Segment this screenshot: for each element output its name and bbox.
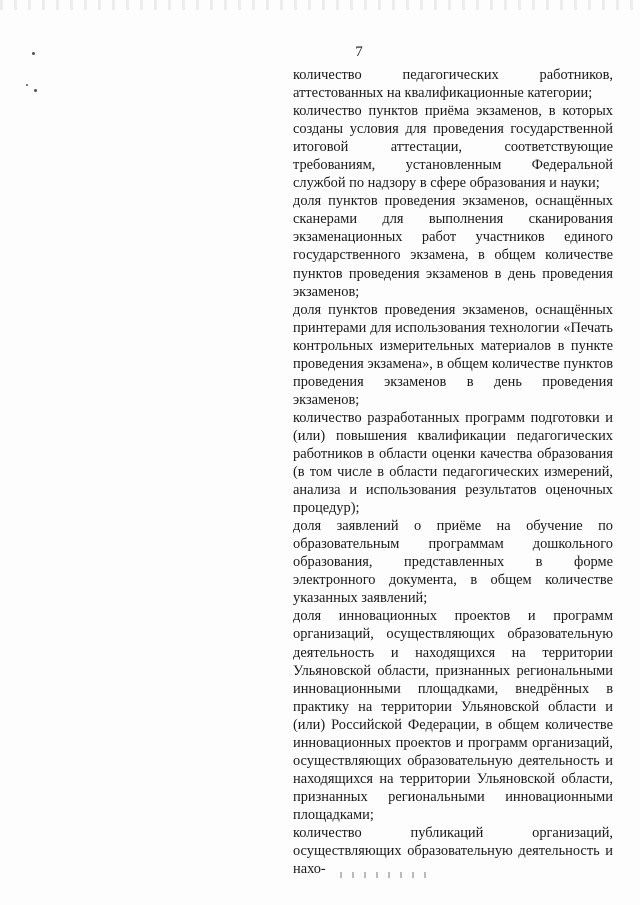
paragraph: количество публикаций организаций, осуществляющих образовательную деятельность и нахо- [293,824,613,878]
paragraph: количество педагогических работников, аттестованных на квалификационные категории; [293,67,613,102]
speck [34,89,37,92]
scan-edge-noise [0,0,640,10]
paragraph: доля заявлений о приёме на обучение по образовательным программам дошкольного образования, представленных в форме электронного документа, в общем количестве указанных заявлений; [293,518,613,607]
page-number: 7 [355,44,363,60]
speck [26,84,28,86]
scan-bottom-noise [340,872,430,878]
paragraph: доля пунктов проведения экзаменов, оснащённых сканерами для выполнения сканирования экзаменационных работ участников единого государственного экзамена, в общем количестве пунктов проведения экзаменов в день проведения экзаменов; [293,193,613,300]
document-body [293,66,613,878]
paragraph: количество разработанных программ подготовки и (или) повышения квалификации педагогических работников в области оценки качества образования (в том числе в области педагогических измерений, анализа и использования результатов оценочных процедур); [293,409,613,517]
paragraph: количество пунктов приёма экзаменов, в которых созданы условия для проведения государственной итоговой аттестации, соответствующие требованиям, установленным Федеральной службой по надзору в сфере образования и науки; [293,103,613,192]
paragraph: доля инновационных проектов и программ организаций, осуществляющих образовательную деятельность и находящихся на территории Ульяновской области, признанных региональными инновационными площадками, внедрённых в практику на территории Ульяновской области и (или) Российской Федерации, в общем количестве инновационных проектов и программ организаций, осуществляющих образовательную деятельность и находящихся на территории Ульяновской области, признанных региональными инновационными площадками; [293,608,613,823]
paragraph: доля пунктов проведения экзаменов, оснащённых принтерами для использования технологии «Печать контрольных измерительных материалов в пункте проведения экзамена», в общем количестве пунктов проведения экзаменов в день проведения экзаменов; [293,301,613,408]
